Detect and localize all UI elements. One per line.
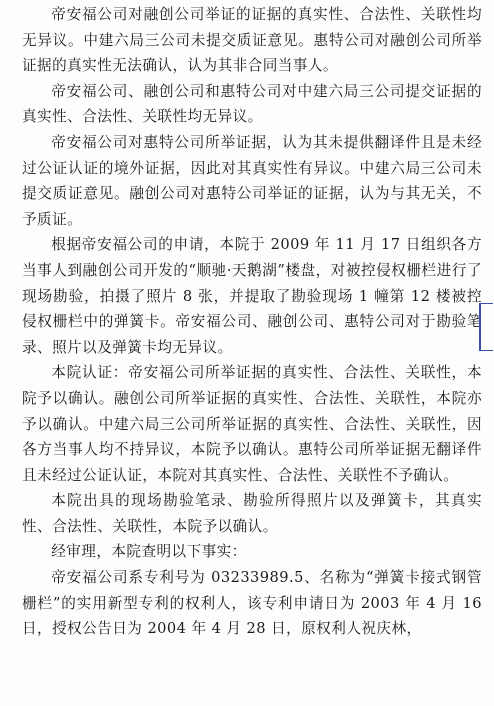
- paragraph-evidence-rongchuang: 帝安福公司对融创公司举证的证据的真实性、合法性、关联性均无异议。中建六局三公司未提交质证意见。惠特公司对融创公司所举证据的真实性无法确认，认为其非合同当事人。: [22, 6, 482, 75]
- document-body: [22, 2, 482, 642]
- margin-bracket-mark: [479, 303, 493, 351]
- paragraph-findings-intro: 经审理，本院查明以下事实：: [51, 543, 247, 561]
- paragraph-patent-facts: 帝安福公司系专利号为 03233989.5、名称为“弹簧卡接式钢管栅栏”的实用新型专利的权利人，该专利申请日为 2003 年 4 月 16 日，授权公告日为 2004 年 4 月 28 日，原权利人祝庆林，: [22, 569, 482, 638]
- paragraph-evidence-zhongjian: 帝安福公司、融创公司和惠特公司对中建六局三公司提交证据的真实性、合法性、关联性均无异议。: [22, 82, 482, 126]
- paragraph-site-inspection: 根据帝安福公司的申请，本院于 2009 年 11 月 17 日组织各方当事人到融创公司开发的“顺驰·天鹅湖”楼盘，对被控侵权栅栏进行了现场勘验，拍摄了照片 8 张，并提取了勘验现场 1 幢第 12 楼被控侵权栅栏中的弹簧卡。帝安福公司、融创公司、惠特公司对于勘验笔录、照片以及弹簧卡均无异议。: [22, 236, 482, 356]
- paragraph-court-authentication: 本院认证：帝安福公司所举证据的真实性、合法性、关联性，本院予以确认。融创公司所举证据的真实性、合法性、关联性，本院亦予以确认。中建六局三公司所举证据的真实性、合法性、关联性，因各方当事人均不持异议，本院予以确认。惠特公司所举证据无翻译件且未经过公证认证，本院对其真实性、合法性、关联性不予确认。: [22, 364, 482, 484]
- paragraph-evidence-huite: 帝安福公司对惠特公司所举证据，认为其未提供翻译件且是未经过公证认证的境外证据，因此对其真实性有异议。中建六局三公司未提交质证意见。融创公司对惠特公司举证的证据，认为与其无关，不予质证。: [22, 133, 482, 228]
- paragraph-inspection-record: 本院出具的现场勘验笔录、勘验所得照片以及弹簧卡，其真实性、合法性、关联性，本院予以确认。: [22, 492, 482, 535]
